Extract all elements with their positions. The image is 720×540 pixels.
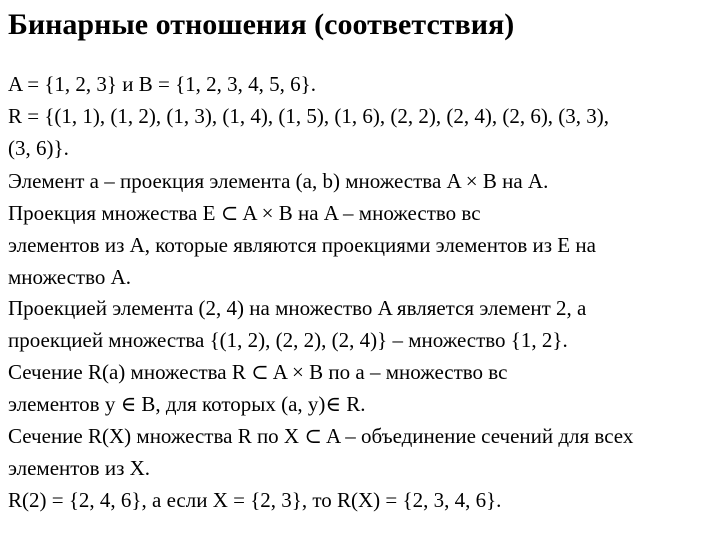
text-line-11: элементов y ∈ B, для которых (a, y)∈ R. xyxy=(8,392,366,416)
text-line-4: Элемент a – проекция элемента (a, b) множества A × B на A. xyxy=(8,169,549,193)
slide-title: Бинарные отношения (соответствия) xyxy=(8,8,515,41)
text-line-6: элементов из A, которые являются проекциями элементов из E на xyxy=(8,233,596,257)
text-line-12: Сечение R(X) множества R по X ⊂ A – объединение сечений для всех xyxy=(8,424,634,448)
text-line-2: R = {(1, 1), (1, 2), (1, 3), (1, 4), (1, 5), (1, 6), (2, 2), (2, 4), (2, 6), (3, 3), xyxy=(8,104,610,128)
text-line-10: Сечение R(a) множества R ⊂ A × B по a – множество вс xyxy=(8,360,508,384)
text-line-7: множество A. xyxy=(8,265,132,289)
text-line-13: элементов из X. xyxy=(8,456,151,480)
text-line-8: Проекцией элемента (2, 4) на множество A является элемент 2, а xyxy=(8,296,587,320)
text-line-1: A = {1, 2, 3} и B = {1, 2, 3, 4, 5, 6}. xyxy=(8,72,317,96)
text-line-14: R(2) = {2, 4, 6}, а если X = {2, 3}, то R(X) = {2, 3, 4, 6}. xyxy=(8,488,502,512)
text-line-5: Проекция множества E ⊂ A × B на A – множество вс xyxy=(8,201,481,225)
text-line-3: (3, 6)}. xyxy=(8,136,69,160)
text-line-9: проекцией множества {(1, 2), (2, 2), (2, 4)} – множество {1, 2}. xyxy=(8,328,568,352)
